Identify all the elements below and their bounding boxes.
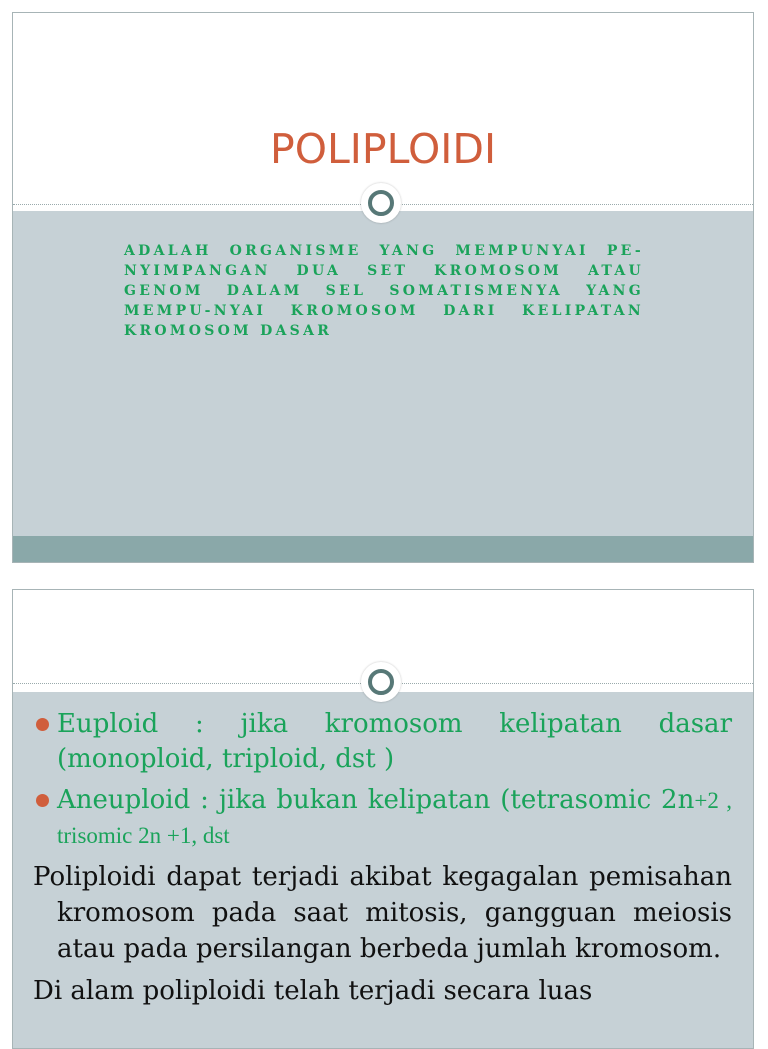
bullet-text-tail: +2 , trisomic 2n +1, dst [57, 788, 732, 848]
slide-2 [12, 589, 754, 1049]
list-item [33, 783, 732, 853]
circle-ornament-icon [361, 662, 401, 702]
paragraph: Poliploidi dapat terjadi akibat kegagalan pemisahan kromosom pada saat mitosis, gangguan meiosis atau pada persilangan berbeda jumlah kromosom. [33, 862, 732, 964]
bullet-icon [36, 718, 49, 731]
paragraph: Di alam poliploidi telah terjadi secara luas [33, 976, 593, 1006]
bullet-text: Aneuploid : jika bukan kelipatan (tetrasomic 2n [57, 785, 695, 815]
bullet-icon [36, 794, 49, 807]
circle-ornament-icon [361, 183, 401, 223]
slide-title: POLIPLOIDI [269, 125, 497, 173]
bullet-text: Euploid : jika kromosom kelipatan dasar (monoploid, triploid, dst ) [57, 709, 732, 774]
slide-1 [12, 12, 754, 563]
slide-subtitle: ADALAH ORGANISME YANG MEMPUNYAI PE-NYIMPANGAN DUA SET KROMOSOM ATAU GENOM DALAM SEL SOMATISMENYA YANG MEMPU-NYAI KROMOSOM DARI KELIPATAN KROMOSOM DASAR [124, 243, 644, 339]
title-area [13, 13, 753, 206]
content-list [33, 707, 732, 1015]
list-item [33, 707, 732, 777]
footer-band [13, 536, 753, 562]
